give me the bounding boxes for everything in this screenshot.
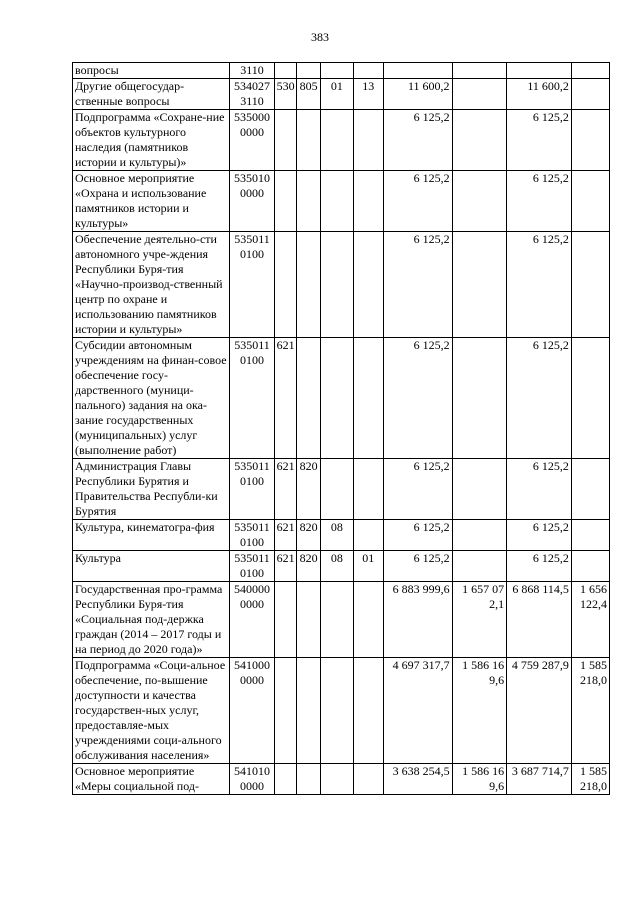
section-code [320, 658, 353, 764]
ministry-code [297, 110, 321, 171]
program-code: 5350100000 [230, 171, 274, 232]
table-row [73, 764, 610, 795]
ministry-code [297, 338, 321, 459]
amount-total-2: 11 600,2 [507, 79, 572, 110]
row-name: Субсидии автономным учреждениям на финан-совое обеспечение госу-дарственного (муници-пального) задания на ока-зание государственных (муниципальных) услуг (выполнение работ) [73, 338, 230, 459]
expense-type [274, 110, 297, 171]
amount-federal-2 [571, 551, 609, 582]
section-code [320, 232, 353, 338]
amount-federal-2 [571, 63, 609, 79]
amount-federal-2 [571, 459, 609, 520]
table-row [73, 171, 610, 232]
amount-total-2: 6 125,2 [507, 459, 572, 520]
section-code [320, 764, 353, 795]
page-number: 383 [311, 30, 329, 44]
table-row [73, 582, 610, 658]
amount-federal-2: 1 656 122,4 [571, 582, 609, 658]
amount-total-2 [507, 63, 572, 79]
amount-total-1: 6 125,2 [383, 110, 452, 171]
amount-federal-2 [571, 232, 609, 338]
program-code: 5350110100 [230, 232, 274, 338]
section-code [320, 110, 353, 171]
table-row [73, 520, 610, 551]
amount-federal-2 [571, 110, 609, 171]
amount-federal-1: 1 657 072,1 [452, 582, 507, 658]
row-name: Подпрограмма «Соци-альное обеспечение, по-вышение доступности и качества государствен-ных услуг, предоставляе-мых учреждениями соци-ального обслуживания населения» [73, 658, 230, 764]
amount-total-1: 6 125,2 [383, 459, 452, 520]
amount-federal-2 [571, 171, 609, 232]
expense-type [274, 63, 297, 79]
amount-total-1: 4 697 317,7 [383, 658, 452, 764]
amount-federal-2 [571, 338, 609, 459]
subsection-code [353, 232, 383, 338]
ministry-code: 820 [297, 551, 321, 582]
program-code: 5350110100 [230, 520, 274, 551]
table-row [73, 459, 610, 520]
row-name: Подпрограмма «Сохране-ние объектов культурного наследия (памятников истории и культуры)» [73, 110, 230, 171]
table-row [73, 658, 610, 764]
row-name: Основное мероприятие «Охрана и использование памятников истории и культуры» [73, 171, 230, 232]
amount-federal-1 [452, 551, 507, 582]
subsection-code [353, 658, 383, 764]
subsection-code [353, 582, 383, 658]
table-row [73, 110, 610, 171]
row-name: Государственная про-грамма Республики Буря-тия «Социальная под-держка граждан (2014 – 2017 годы и на период до 2020 года)» [73, 582, 230, 658]
amount-total-2: 6 125,2 [507, 110, 572, 171]
section-code [320, 459, 353, 520]
section-code [320, 338, 353, 459]
program-code: 5400000000 [230, 582, 274, 658]
subsection-code [353, 171, 383, 232]
program-code: 5350110100 [230, 551, 274, 582]
expense-type: 530 [274, 79, 297, 110]
amount-total-2: 6 125,2 [507, 551, 572, 582]
expense-type [274, 232, 297, 338]
section-code [320, 171, 353, 232]
expense-type: 621 [274, 551, 297, 582]
amount-federal-1 [452, 338, 507, 459]
subsection-code [353, 338, 383, 459]
amount-federal-1 [452, 63, 507, 79]
amount-total-1: 6 125,2 [383, 232, 452, 338]
subsection-code: 01 [353, 551, 383, 582]
amount-federal-1: 1 586 169,6 [452, 658, 507, 764]
ministry-code: 820 [297, 459, 321, 520]
row-name: вопросы [73, 63, 230, 79]
subsection-code [353, 764, 383, 795]
subsection-code [353, 520, 383, 551]
ministry-code [297, 171, 321, 232]
program-code: 5340273110 [230, 79, 274, 110]
table-row [73, 551, 610, 582]
row-name: Основное мероприятие «Меры социальной под- [73, 764, 230, 795]
amount-federal-1 [452, 171, 507, 232]
amount-total-1: 6 125,2 [383, 171, 452, 232]
amount-total-1: 6 125,2 [383, 338, 452, 459]
ministry-code: 805 [297, 79, 321, 110]
section-code: 08 [320, 551, 353, 582]
section-code [320, 582, 353, 658]
expense-type: 621 [274, 520, 297, 551]
row-name: Культура, кинематогра-фия [73, 520, 230, 551]
ministry-code [297, 582, 321, 658]
budget-table [72, 62, 610, 795]
amount-total-2: 6 125,2 [507, 171, 572, 232]
amount-total-2: 6 125,2 [507, 338, 572, 459]
amount-federal-2 [571, 520, 609, 551]
amount-federal-2 [571, 79, 609, 110]
table-row [73, 79, 610, 110]
program-code: 5350110100 [230, 338, 274, 459]
amount-total-2: 6 868 114,5 [507, 582, 572, 658]
amount-federal-1 [452, 79, 507, 110]
expense-type [274, 171, 297, 232]
row-name: Обеспечение деятельно-сти автономного учре-ждения Республики Буря-тия «Научно-производ-ственный центр по охране и использованию памятников истории и культуры» [73, 232, 230, 338]
amount-total-1 [383, 63, 452, 79]
row-name: Другие общегосудар-ственные вопросы [73, 79, 230, 110]
amount-federal-1 [452, 110, 507, 171]
row-name: Культура [73, 551, 230, 582]
amount-total-1: 6 125,2 [383, 520, 452, 551]
amount-total-1: 11 600,2 [383, 79, 452, 110]
ministry-code [297, 232, 321, 338]
amount-total-2: 6 125,2 [507, 232, 572, 338]
ministry-code [297, 658, 321, 764]
ministry-code [297, 764, 321, 795]
amount-total-2: 6 125,2 [507, 520, 572, 551]
expense-type: 621 [274, 459, 297, 520]
expense-type: 621 [274, 338, 297, 459]
row-name: Администрация Главы Республики Бурятия и Правительства Республи-ки Бурятия [73, 459, 230, 520]
amount-total-2: 4 759 287,9 [507, 658, 572, 764]
program-code: 5350000000 [230, 110, 274, 171]
table-row [73, 338, 610, 459]
amount-federal-1: 1 586 169,6 [452, 764, 507, 795]
expense-type [274, 582, 297, 658]
program-code: 5410100000 [230, 764, 274, 795]
program-code: 5350110100 [230, 459, 274, 520]
section-code [320, 63, 353, 79]
program-code: 5410000000 [230, 658, 274, 764]
amount-total-2: 3 687 714,7 [507, 764, 572, 795]
section-code: 01 [320, 79, 353, 110]
ministry-code [297, 63, 321, 79]
table-row [73, 232, 610, 338]
amount-federal-1 [452, 459, 507, 520]
subsection-code [353, 63, 383, 79]
amount-federal-1 [452, 520, 507, 551]
section-code: 08 [320, 520, 353, 551]
amount-total-1: 6 883 999,6 [383, 582, 452, 658]
amount-federal-2: 1 585 218,0 [571, 658, 609, 764]
amount-total-1: 6 125,2 [383, 551, 452, 582]
program-code: 3110 [230, 63, 274, 79]
amount-federal-2: 1 585 218,0 [571, 764, 609, 795]
subsection-code [353, 110, 383, 171]
subsection-code [353, 459, 383, 520]
subsection-code: 13 [353, 79, 383, 110]
expense-type [274, 764, 297, 795]
expense-type [274, 658, 297, 764]
table-row [73, 63, 610, 79]
amount-federal-1 [452, 232, 507, 338]
ministry-code: 820 [297, 520, 321, 551]
amount-total-1: 3 638 254,5 [383, 764, 452, 795]
